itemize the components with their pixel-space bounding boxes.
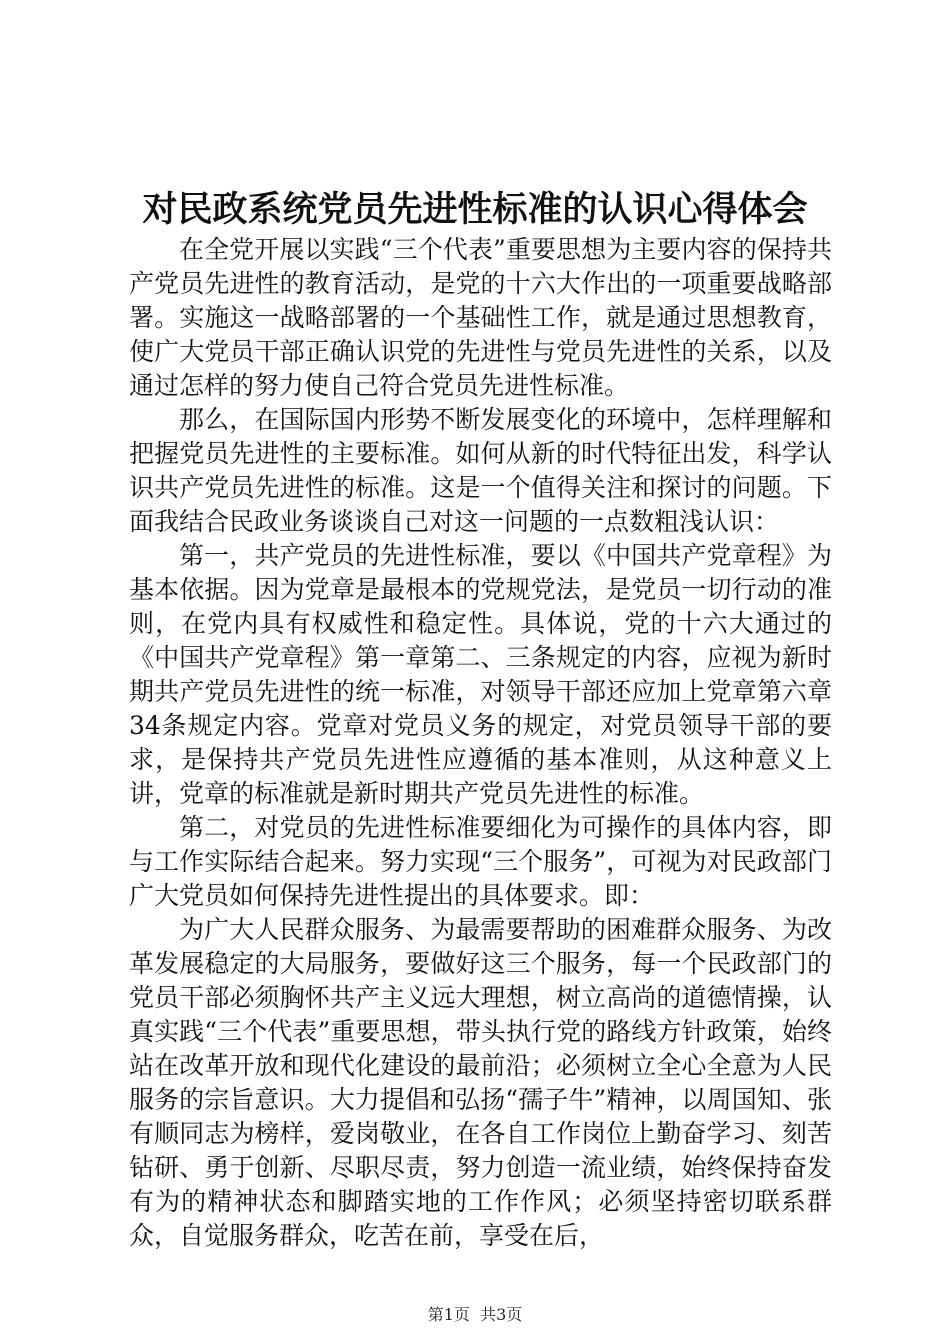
- page-number: 第1页: [427, 1305, 470, 1324]
- document-title: 对民政系统党员先进性标准的认识心得体会: [142, 189, 808, 230]
- paragraph-1: 在全党开展以实践“三个代表”重要思想为主要内容的保持共产党员先进性的教育活动，是党的十六大作出的一项重要战略部署。实施这一战略部署的一个基础性工作，就是通过思想教育，使广大党员干部正确认识党的先进性与党员先进性的关系，以及通过怎样的努力使自己符合党员先进性标准。: [129, 235, 832, 400]
- document-body: [129, 233, 832, 1253]
- footer-separator: [470, 1305, 480, 1324]
- paragraph-5: 为广大人民群众服务、为最需要帮助的困难群众服务、为改革发展稳定的大局服务，要做好这三个服务，每一个民政部门的党员干部必须胸怀共产主义远大理想，树立高尚的道德情操，认真实践“三个代表”重要思想，带头执行党的路线方针政策，始终站在改革开放和现代化建设的最前沿；必须树立全心全意为人民服务的宗旨意识。大力提倡和弘扬“孺子牛”精神，以周国知、张有顺同志为榜样，爱岗敬业，在各自工作岗位上勤奋学习、刻苦钻研、勇于创新、尽职尽责，努力创造一流业绩，始终保持奋发有为的精神状态和脚踏实地的工作作风；必须坚持密切联系群众，自觉服务群众，吃苦在前，享受在后，: [129, 915, 832, 1250]
- page-footer: [0, 1305, 950, 1325]
- page-total: 共3页: [480, 1305, 523, 1324]
- paragraph-2: 那么，在国际国内形势不断发展变化的环境中，怎样理解和把握党员先进性的主要标准。如何从新的时代特征出发，科学认识共产党员先进性的标准。这是一个值得关注和探讨的问题。下面我结合民政业务谈谈自己对这一问题的一点数粗浅认识：: [129, 405, 832, 536]
- paragraph-3: 第一，共产党员的先进性标准，要以《中国共产党章程》为基本依据。因为党章是最根本的党规党法，是党员一切行动的准则，在党内具有权威性和稳定性。具体说，党的十六大通过的《中国共产党章程》第一章第二、三条规定的内容，应视为新时期共产党员先进性的统一标准，对领导干部还应加上党章第六章34条规定内容。党章对党员义务的规定，对党员领导干部的要求，是保持共产党员先进性应遵循的基本准则，从这种意义上讲，党章的标准就是新时期共产党员先进性的标准。: [129, 541, 832, 808]
- paragraph-4: 第二，对党员的先进性标准要细化为可操作的具体内容，即与工作实际结合起来。努力实现“三个服务”，可视为对民政部门广大党员如何保持先进性提出的具体要求。即：: [129, 813, 832, 910]
